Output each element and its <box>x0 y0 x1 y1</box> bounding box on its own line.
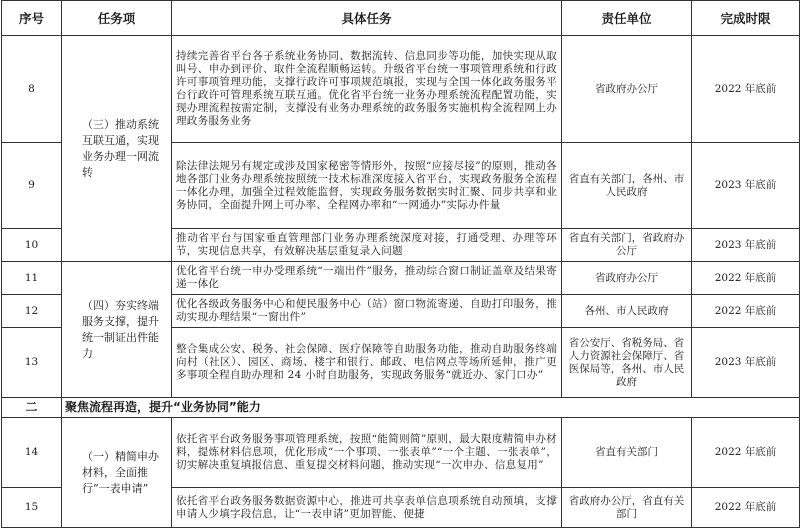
header-row <box>2 1 800 36</box>
row-seq: 12 <box>2 295 62 328</box>
header-deadline: 完成时限 <box>692 1 800 36</box>
header-seq: 序号 <box>2 1 62 36</box>
row-unit: 省公安厅、省税务局、省人力资源社会保障厅、省医保局等，各州、市人民政府 <box>562 328 692 398</box>
row-unit: 省政府办公厅，省直有关部门 <box>562 488 692 528</box>
row-deadline: 2023 年底前 <box>692 229 800 262</box>
row-detail: 优化各级政务服务中心和便民服务中心（站）窗口物流寄递、自助打印服务，推动实现办理结果“一窗出件” <box>172 295 562 328</box>
row-deadline: 2023 年底前 <box>692 328 800 398</box>
row-seq: 10 <box>2 229 62 262</box>
row-unit: 各州、市人民政府 <box>562 295 692 328</box>
row-seq: 14 <box>2 418 62 488</box>
section-number: 二 <box>2 398 62 418</box>
row-deadline: 2022 年底前 <box>692 488 800 528</box>
task-group-4: （四）夯实终端服务支撑，提升统一制证出件能力 <box>62 262 172 398</box>
row-unit: 省直有关部门，各州、市人民政府 <box>562 143 692 229</box>
row-seq: 8 <box>2 36 62 143</box>
row-detail: 依托省平台政务服务数据资源中心，推进可共享表单信息项系统自动预填，支撑申请人少填字段信息，让“一表申请”更加智能、便捷 <box>172 488 562 528</box>
row-seq: 9 <box>2 143 62 229</box>
row-detail: 优化省平台统一申办受理系统“一端出件”服务，推动综合窗口制证盖章及结果寄递一体化 <box>172 262 562 295</box>
row-detail: 除法律法规另有规定或涉及国家秘密等情形外，按照“应接尽接”的原则，推动各地各部门业务办理系统按照统一技术标准深度接入省平台，实现政务服务全流程一体化办理，加强全过程效能监督，实现政务服务数据实时汇聚、同步共享和业务协同，全面提升网上可办率、全程网办率和“一网通办”实际办件量 <box>172 143 562 229</box>
row-detail: 持续完善省平台各子系统业务协同、数据流转、信息同步等功能，加快实现从取叫号、申办到评价、取件全流程顺畅运转。升级省平台统一事项管理系统和行政许可事项管理功能，支撑行政许可事项规范填报，实现与全国一体化政务服务平台行政许可管理系统互联互通。优化省平台统一业务办理系统流程配置功能，实现办理流程按需定制，支撑没有业务办理系统的政务服务实施机构全流程网上办理政务服务业务 <box>172 36 562 143</box>
row-unit: 省政府办公厅 <box>562 262 692 295</box>
table-row <box>2 418 800 488</box>
row-unit: 省政府办公厅 <box>562 36 692 143</box>
row-unit: 省直有关部门，省政府办公厅 <box>562 229 692 262</box>
section-title: 聚焦流程再造，提升“业务协同”能力 <box>62 398 800 418</box>
header-detail: 具体任务 <box>172 1 562 36</box>
row-deadline: 2022 年底前 <box>692 418 800 488</box>
row-deadline: 2023 年底前 <box>692 143 800 229</box>
table-row <box>2 36 800 143</box>
row-deadline: 2022 年底前 <box>692 262 800 295</box>
row-detail: 整合集成公安、税务、社会保障、医疗保障等自助服务功能，推动自助服务终端向村（社区）、园区、商场、楼宇和银行、邮政、电信网点等场所延伸，推广更多事项全程自助办理和 24 小时自助服务，实现政务服务“就近办、家门口办” <box>172 328 562 398</box>
row-deadline: 2022 年底前 <box>692 36 800 143</box>
table-row <box>2 262 800 295</box>
row-seq: 13 <box>2 328 62 398</box>
section-row <box>2 398 800 418</box>
row-detail: 依托省平台政务服务事项管理系统，按照“能简则简”原则，最大限度精简申办材料，提炼材料信息项，优化形成“一个事项、一张表单”“一个主题、一张表单”，切实解决重复填报信息、重复提交材料问题，推动实现“一次申办、信息复用” <box>172 418 562 488</box>
task-table <box>1 0 800 528</box>
header-unit: 责任单位 <box>562 1 692 36</box>
row-unit: 省直有关部门 <box>562 418 692 488</box>
row-detail: 推动省平台与国家垂直管理部门业务办理系统深度对接，打通受理、办理等环节，实现信息共享，有效解决基层重复录入问题 <box>172 229 562 262</box>
row-seq: 11 <box>2 262 62 295</box>
task-group-3: （三）推动系统互联互通，实现业务办理一网流转 <box>62 36 172 262</box>
row-deadline: 2022 年底前 <box>692 295 800 328</box>
task-group-1: （一）精简申办材料，全面推行“一表申请” <box>62 418 172 528</box>
row-seq: 15 <box>2 488 62 528</box>
header-task: 任务项 <box>62 1 172 36</box>
